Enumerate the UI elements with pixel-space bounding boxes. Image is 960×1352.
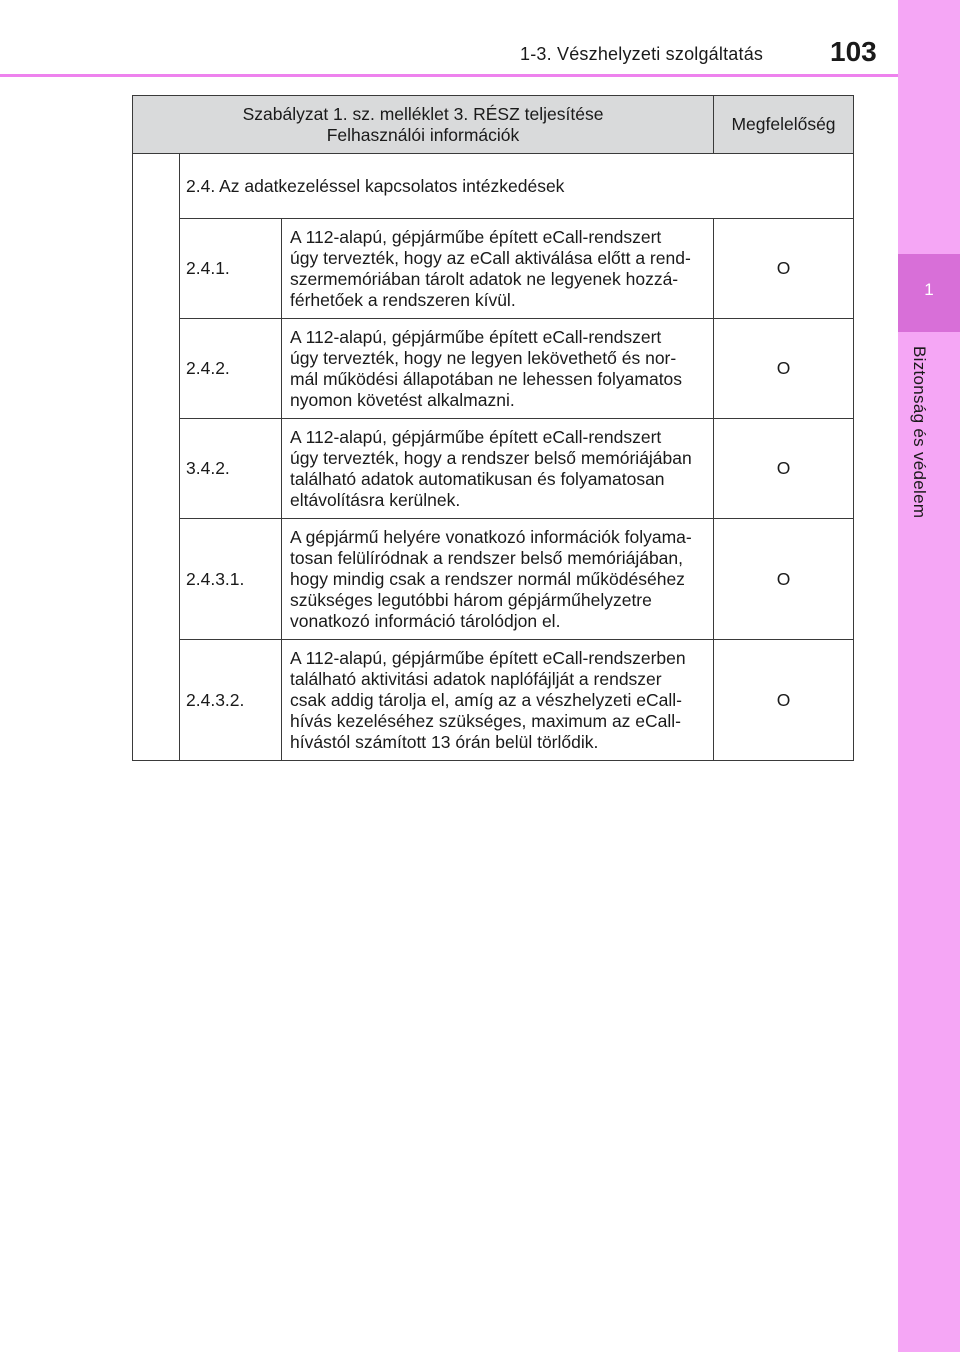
description-line: A 112-alapú, gépjárműbe épített eCall-rendszert (290, 226, 662, 247)
row-code: 2.4.3.2. (180, 640, 282, 761)
row-description (282, 519, 714, 640)
description-line: hogy mindig csak a rendszer normál működéséhez (290, 568, 685, 589)
description-line: mál működési állapotában ne lehessen folyamatos (290, 368, 683, 389)
page-number: 103 (830, 36, 877, 67)
header-topic-line-2: Felhasználói információk (326, 124, 520, 145)
description-line: A 112-alapú, gépjárműbe épített eCall-rendszerben (290, 647, 686, 668)
row-description (282, 319, 714, 419)
row-conformity: O (714, 419, 854, 519)
header-divider (0, 74, 898, 77)
description-line: A 112-alapú, gépjárműbe épített eCall-rendszert (290, 326, 662, 347)
row-description (282, 219, 714, 319)
chapter-number: 1 (924, 280, 934, 299)
description-line: úgy tervezték, hogy a rendszer belső memóriájában (290, 447, 692, 468)
row-code: 2.4.1. (180, 219, 282, 319)
description-line: tosan felülíródnak a rendszer belső memóriájában, (290, 547, 683, 568)
description-line: vonatkozó információ tárolódjon el. (290, 610, 561, 631)
table-row (133, 419, 854, 519)
description-line: úgy tervezték, hogy ne legyen lekövethető és nor- (290, 347, 677, 368)
description-line: A gépjármű helyére vonatkozó információk folyama- (290, 526, 692, 547)
table-header-conformity: Megfelelőség (714, 96, 854, 154)
row-conformity: O (714, 219, 854, 319)
description-line: szermemóriában tárolt adatok ne legyenek hozzá- (290, 268, 679, 289)
description-line: nyomon követést alkalmazni. (290, 389, 515, 410)
row-conformity: O (714, 519, 854, 640)
row-conformity: O (714, 319, 854, 419)
row-conformity: O (714, 640, 854, 761)
row-code: 2.4.3.1. (180, 519, 282, 640)
description-line: úgy tervezték, hogy az eCall aktiválása előtt a rend- (290, 247, 691, 268)
description-line: hívás kezeléséhez szükséges, maximum az eCall- (290, 710, 681, 731)
chapter-title-text: Biztonság és védelem (910, 346, 929, 519)
table-header-topic (133, 96, 714, 154)
running-header-title: 1-3. Vészhelyzeti szolgáltatás (520, 44, 764, 64)
requirements-table (132, 95, 854, 761)
description-line: A 112-alapú, gépjárműbe épített eCall-rendszert (290, 426, 662, 447)
chapter-title (909, 346, 929, 518)
table-row (133, 519, 854, 640)
description-line: csak addig tárolja el, amíg az a vészhelyzeti eCall- (290, 689, 682, 710)
description-line: található aktivitási adatok naplófájlját a rendszer (290, 668, 662, 689)
description-line: férhetőek a rendszeren kívül. (290, 289, 516, 310)
section-row (133, 154, 854, 219)
row-description (282, 419, 714, 519)
header-topic-line-1: Szabályzat 1. sz. melléklet 3. RÉSZ teljesítése (242, 103, 604, 124)
table-row (133, 640, 854, 761)
chapter-side-tab (898, 0, 960, 1352)
description-line: található adatok automatikusan és folyamatosan (290, 468, 665, 489)
row-description (282, 640, 714, 761)
section-title: 2.4. Az adatkezeléssel kapcsolatos intézkedések (180, 154, 854, 219)
table-row (133, 319, 854, 419)
description-line: eltávolításra kerülnek. (290, 489, 461, 510)
indent-cell (133, 154, 180, 761)
description-line: hívástól számított 13 órán belül törlődik. (290, 731, 599, 752)
row-code: 3.4.2. (180, 419, 282, 519)
row-code: 2.4.2. (180, 319, 282, 419)
table-row (133, 219, 854, 319)
description-line: szükséges legutóbbi három gépjárműhelyzetre (290, 589, 652, 610)
table-header-row (133, 96, 854, 154)
